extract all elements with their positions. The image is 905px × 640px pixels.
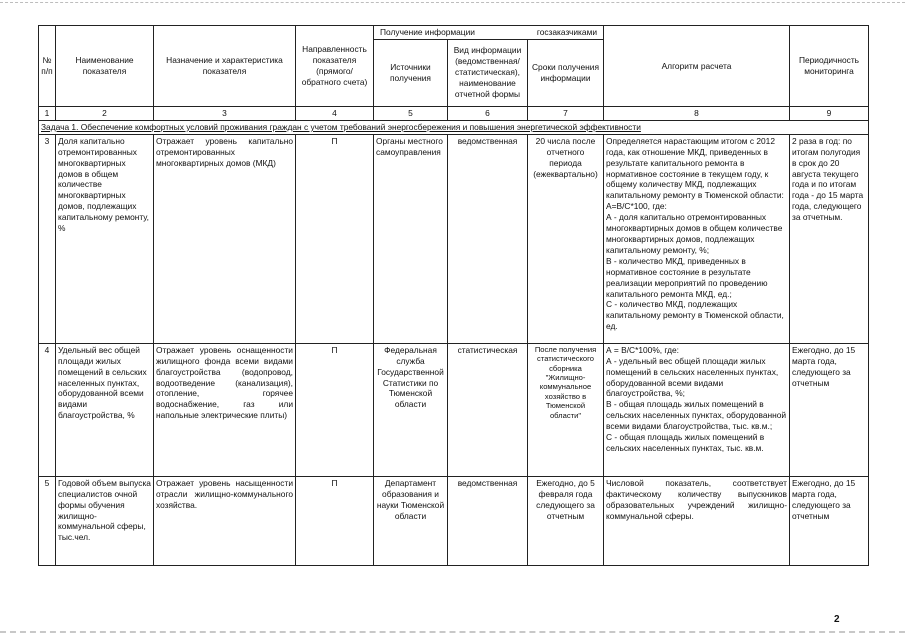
scan-bottom-edge	[0, 631, 905, 633]
row-direction: П	[296, 476, 374, 565]
row-periodicity: 2 раза в год: по итогам полугодия в срок до 20 августа текущего года и по итогам года - до 15 марта года, следующего за отчетным.	[790, 134, 869, 343]
row-terms: После получения статистического сборника "Жилищно-коммунальное хозяйство в Тюменской области"	[528, 343, 604, 476]
row-purpose: Отражает уровень оснащенности жилищного фонда всеми видами благоустройства (водопровод, водоотведение (канализация), отопление, горячее водоснабжение, газ или напольные электрические плиты)	[154, 343, 296, 476]
row-algorithm	[604, 134, 790, 343]
column-number: 5	[374, 107, 448, 121]
header-info-type: Вид информации (ведомственная/ статистическая), наименование отчетной формы	[448, 39, 528, 107]
column-number: 3	[154, 107, 296, 121]
row-num: 5	[39, 476, 56, 565]
column-number: 2	[56, 107, 154, 121]
header-name: Наименование показателя	[56, 26, 154, 107]
algorithm-line: A=B/C*100, где:	[606, 201, 667, 212]
row-purpose: Отражает уровень насыщенности отрасли жилищно-коммунального хозяйства.	[154, 476, 296, 565]
algorithm-line: В - количество МКД, приведенных в нормативное состояние в результате реализации мероприятий по проведению капитального ремонта МКД, ед.;	[606, 255, 768, 299]
table-row	[39, 134, 869, 343]
algorithm-line: Определяется нарастающим итогом с 2012 года, как отношение МКД, приведенных в результате капитального ремонта в нормативное состояние в текущем году, к общему количеству МКД, подлежащих капитальному ремонту в Тюменской области:	[606, 135, 784, 201]
row-info-type: ведомственная	[448, 476, 528, 565]
header-info-group	[374, 26, 604, 40]
indicators-table	[38, 25, 869, 566]
scan-top-edge	[0, 2, 905, 7]
algorithm-line: А - удельный вес общей площади жилых помещений в сельских населенных пунктах, оборудованной всеми видами благоустройства, %;	[606, 355, 779, 399]
algorithm-line: В - общая площадь жилых помещений в сельских населенных пунктах, оборудованной всеми видами благоустройства, тыс. кв.м.;	[606, 399, 787, 432]
row-num: 3	[39, 134, 56, 343]
algorithm-line: С - количество МКД, подлежащих капитальному ремонту в Тюменской области, ед.	[606, 299, 784, 332]
row-purpose: Отражает уровень капитально отремонтированных многоквартирных домов (МКД)	[154, 134, 296, 343]
row-algorithm	[604, 343, 790, 476]
row-info-type: ведомственная	[448, 134, 528, 343]
row-name: Доля капитально отремонтированных многоквартирных домов в общем количестве многоквартирных домов, подлежащих капитальному ремонту, %	[56, 134, 154, 343]
task-title: Задача 1. Обеспечение комфортных условий проживания граждан с учетом требований энергосбережения и повышения энергетической эффективности	[39, 120, 869, 134]
header-row-1	[39, 26, 869, 40]
header-num: № п/п	[39, 26, 56, 107]
header-sources: Источники получения	[374, 39, 448, 107]
column-number: 4	[296, 107, 374, 121]
row-terms: 20 числа после отчетного периода (ежеквартально)	[528, 134, 604, 343]
table-row	[39, 476, 869, 565]
row-direction: П	[296, 343, 374, 476]
algorithm-line: А - доля капитально отремонтированных многоквартирных домов в общем количестве многоквартирных домов, подлежащих капитальному ремонту, %;	[606, 212, 783, 255]
page-number: 2	[834, 614, 840, 625]
header-direction: Направленность показателя (прямого/ обратного счета)	[296, 26, 374, 107]
row-source: Департамент образования и науки Тюменской области	[374, 476, 448, 565]
column-number: 9	[790, 107, 869, 121]
column-number: 1	[39, 107, 56, 121]
task-row	[39, 120, 869, 134]
row-periodicity: Ежегодно, до 15 марта года, следующего за отчетным	[790, 343, 869, 476]
row-source: Федеральная служба Государственной Статистики по Тюменской области	[374, 343, 448, 476]
header-group-left: Получение информации	[380, 26, 475, 37]
row-name: Удельный вес общей площади жилых помещений в сельских населенных пунктах, оборудованной всеми видами благоустройства, %	[56, 343, 154, 476]
header-periodicity: Периодичность мониторинга	[790, 26, 869, 107]
column-number: 8	[604, 107, 790, 121]
row-terms: Ежегодно, до 5 февраля года следующего за отчетным	[528, 476, 604, 565]
algorithm-line: Числовой показатель, соответствует фактическому количеству выпускников образовательных учреждений жилищно-коммунальной сферы.	[606, 477, 787, 521]
column-number: 7	[528, 107, 604, 121]
header-group-right: госзаказчиками	[536, 26, 597, 37]
row-direction: П	[296, 134, 374, 343]
algorithm-line: С - общая площадь жилых помещений в сельских населенных пунктах, тыс. кв.м.	[606, 432, 765, 453]
row-periodicity: Ежегодно, до 15 марта года, следующего за отчетным	[790, 476, 869, 565]
header-terms: Сроки получения информации	[528, 39, 604, 107]
column-numbers-row	[39, 107, 869, 121]
column-number: 6	[448, 107, 528, 121]
table-row	[39, 343, 869, 476]
row-name: Годовой объем выпуска специалистов очной формы обучения жилищно-коммунальной сферы, тыс.чел.	[56, 476, 154, 565]
row-num: 4	[39, 343, 56, 476]
row-source: Органы местного самоуправления	[374, 134, 448, 343]
row-info-type: статистическая	[448, 343, 528, 476]
algorithm-line: А = В/С*100%, где:	[606, 344, 679, 355]
row-algorithm	[604, 476, 790, 565]
header-purpose: Назначение и характеристика показателя	[154, 26, 296, 107]
header-algorithm: Алгоритм расчета	[604, 26, 790, 107]
